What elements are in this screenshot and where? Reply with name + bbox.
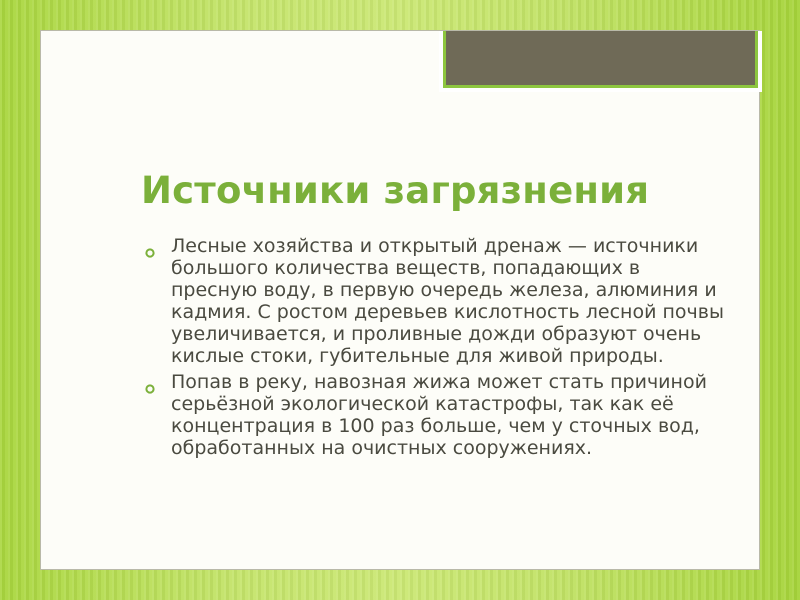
circle-bullet-icon bbox=[145, 377, 155, 387]
circle-bullet-icon bbox=[145, 241, 155, 251]
bullet-item bbox=[145, 235, 725, 367]
bullet-list bbox=[145, 235, 725, 463]
bullet-text: Попав в реку, навозная жижа может стать причиной серьёзной экологической катастрофы, так как её концентрация в 100 раз больше, чем у сточных вод, обработанных на очистных сооружениях. bbox=[171, 371, 707, 459]
slide-title: Источники загрязнения bbox=[141, 169, 650, 212]
slide-card bbox=[40, 30, 760, 570]
accent-block bbox=[443, 31, 758, 88]
bullet-item bbox=[145, 371, 725, 459]
bullet-text: Лесные хозяйства и открытый дренаж — источники большого количества веществ, попадающих в пресную воду, в первую очередь железа, алюминия и кадмия. С ростом деревьев кислотность лесной почвы увеличивается, и проливные дожди образуют очень кислые стоки, губительные для живой природы. bbox=[171, 235, 724, 367]
